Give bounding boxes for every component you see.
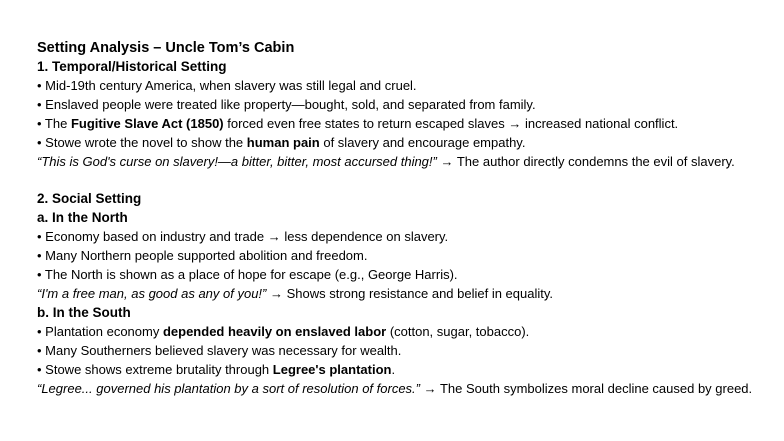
quote-legree — [37, 380, 757, 399]
quote-free-man — [37, 285, 757, 304]
bold-phrase: human pain — [246, 134, 320, 150]
bullet-enslaved-property: • Enslaved people were treated like property—bought, sold, and separated from family. — [37, 96, 536, 112]
section-heading-temporal: 1. Temporal/Historical Setting — [37, 59, 227, 74]
bullet-text: • Stowe wrote the novel to show the — [37, 134, 247, 150]
section-heading-social: 2. Social Setting — [37, 191, 142, 207]
bullet-north-abolition: • Many Northern people supported abolition and freedom. — [37, 248, 368, 264]
bold-phrase: depended heavily on enslaved labor — [162, 323, 387, 339]
quote-commentary: → Shows strong resistance and belief in equality. — [266, 285, 554, 301]
quote-gods-curse — [37, 153, 757, 172]
bullet-south-legree — [37, 361, 757, 380]
bold-phrase: Fugitive Slave Act (1850) — [70, 115, 224, 131]
bullet-stowe-human-pain — [37, 134, 757, 153]
quote-commentary: → The South symbolizes moral decline caused by greed. — [420, 380, 753, 396]
subheading-north: a. In the North — [37, 210, 128, 226]
bullet-text: • Plantation economy — [37, 323, 163, 339]
bullet-text: • The — [37, 115, 71, 131]
bullet-text: of slavery and encourage empathy. — [319, 134, 526, 150]
quote-text: “Legree... governed his plantation by a sort of resolution of forces.” — [37, 380, 420, 396]
bullet-north-economy: • Economy based on industry and trade → less dependence on slavery. — [37, 229, 449, 245]
bullet-mid-19th-century: • Mid-19th century America, when slavery was still legal and cruel. — [37, 77, 417, 93]
quote-commentary: → The author directly condemns the evil of slavery. — [436, 153, 735, 169]
bullet-text: forced even free states to return escaped slaves → increased national conflict. — [223, 115, 679, 131]
bullet-text: (cotton, sugar, tobacco). — [386, 323, 530, 339]
bullet-south-plantation — [37, 323, 757, 342]
quote-text: “I'm a free man, as good as any of you!” — [37, 285, 267, 301]
bold-phrase: Legree's plantation — [272, 361, 392, 377]
bullet-south-wealth: • Many Southerners believed slavery was necessary for wealth. — [37, 342, 402, 358]
slide-title: Setting Analysis – Uncle Tom’s Cabin — [37, 40, 295, 56]
spacer — [37, 171, 757, 190]
bullet-text: . — [391, 361, 396, 377]
bullet-fugitive-slave-act — [37, 115, 757, 134]
bullet-text: • Stowe shows extreme brutality through — [37, 361, 273, 377]
subheading-south: b. In the South — [37, 304, 131, 320]
quote-text: “This is God's curse on slavery!—a bitter, bitter, most accursed thing!” — [37, 153, 437, 169]
slide-content — [37, 39, 757, 398]
bullet-north-hope: • The North is shown as a place of hope for escape (e.g., George Harris). — [37, 267, 458, 283]
